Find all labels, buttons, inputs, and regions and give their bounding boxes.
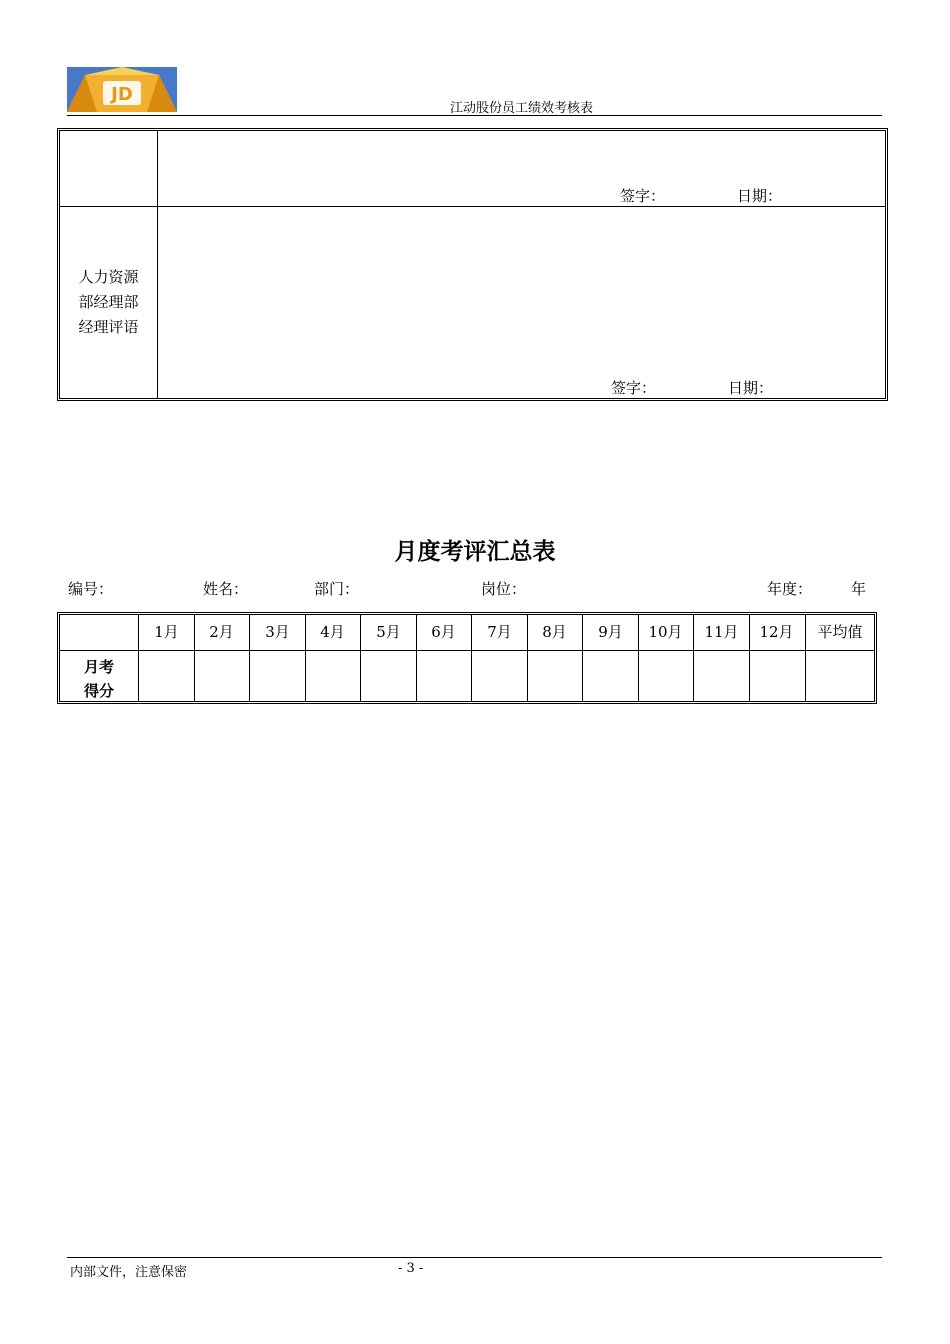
- header-divider: [67, 115, 882, 116]
- footer-confidential: 内部文件，注意保密: [70, 1265, 188, 1280]
- column-header: 12月: [759, 623, 794, 641]
- column-header: 11月: [704, 623, 739, 641]
- position-label: 岗位：: [481, 580, 527, 598]
- column-header: 8月: [542, 623, 567, 641]
- row2-sign-label: 签字：: [611, 379, 657, 397]
- column-header: 7月: [487, 623, 512, 641]
- hr-manager-comment-label: 人力资源 部经理部 经理评语: [78, 268, 139, 336]
- number-label: 编号：: [68, 580, 114, 598]
- department-label: 部门：: [314, 580, 360, 598]
- row1-sign-label: 签字：: [620, 187, 666, 205]
- name-label: 姓名：: [203, 580, 249, 598]
- row1-date-label: 日期：: [737, 187, 783, 205]
- page-number: - 3 -: [398, 1261, 424, 1276]
- company-logo: [67, 67, 177, 112]
- column-header: 1月: [154, 623, 179, 641]
- table-row-divider: [60, 650, 874, 651]
- column-header-average: 平均值: [817, 623, 863, 641]
- column-header: 4月: [320, 623, 345, 641]
- column-header: 9月: [598, 623, 623, 641]
- year-label: 年度：: [767, 580, 813, 598]
- table-column-divider: [157, 131, 158, 398]
- column-header: 2月: [209, 623, 234, 641]
- footer-divider: [67, 1257, 882, 1258]
- column-header: 3月: [265, 623, 290, 641]
- summary-title: 月度考评汇总表: [394, 539, 556, 565]
- year-unit: 年: [851, 580, 867, 598]
- comments-table: [57, 128, 888, 401]
- column-header: 5月: [376, 623, 401, 641]
- monthly-score-row-label: 月考 得分: [83, 658, 114, 700]
- column-header: 6月: [431, 623, 456, 641]
- row2-date-label: 日期：: [728, 379, 774, 397]
- table-row-divider: [60, 206, 885, 207]
- svg-text:JD: JD: [111, 84, 133, 105]
- header-title: 江动股份员工绩效考核表: [450, 101, 594, 116]
- monthly-summary-table: [57, 612, 877, 704]
- column-header: 10月: [648, 623, 683, 641]
